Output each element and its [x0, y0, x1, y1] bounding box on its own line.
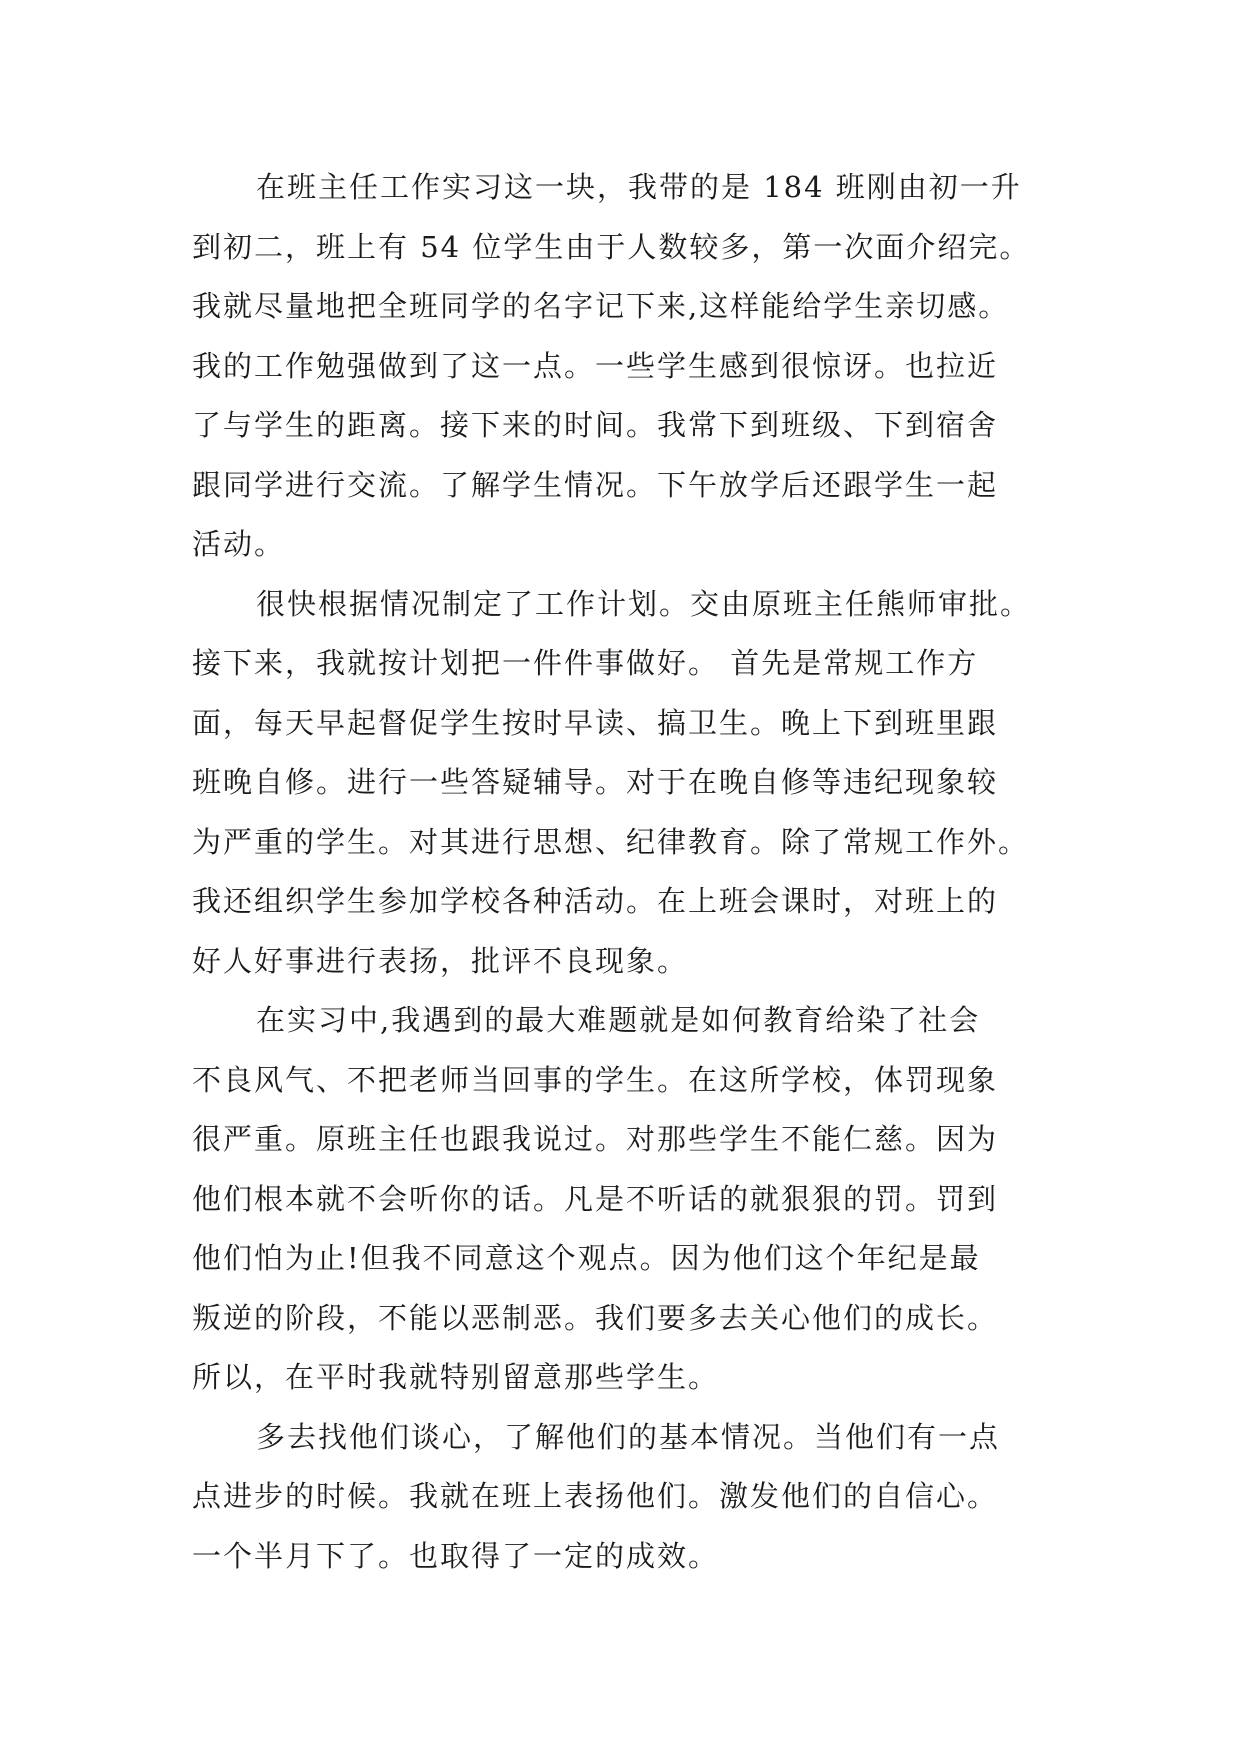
text-line: 不良风气、不把老师当回事的学生。在这所学校，体罚现象 — [192, 1062, 999, 1097]
text-line: 为严重的学生。对其进行思想、纪律教育。除了常规工作外。 — [192, 824, 1030, 859]
text-line: 面，每天早起督促学生按时早读、搞卫生。晚上下到班里跟 — [192, 705, 999, 740]
text-line: 多去找他们谈心，了解他们的基本情况。当他们有一点 — [256, 1419, 1001, 1454]
text-line: 很严重。原班主任也跟我说过。对那些学生不能仁慈。因为 — [192, 1122, 999, 1156]
paragraph-1 — [192, 158, 1072, 575]
text-line: 我的工作勉强做到了这一点。一些学生感到很惊讶。也拉近 — [192, 348, 999, 383]
text-line: 一个半月下了。也取得了一定的成效。 — [192, 1538, 720, 1573]
text-line: 了与学生的距离。接下来的时间。我常下到班级、下到宿舍 — [192, 408, 999, 442]
paragraph-3 — [192, 991, 1072, 1408]
text-line: 跟同学进行交流。了解学生情况。下午放学后还跟学生一起 — [192, 467, 999, 502]
text-line: 我还组织学生参加学校各种活动。在上班会课时，对班上的 — [192, 884, 999, 918]
text-line: 所以，在平时我就特别留意那些学生。 — [192, 1360, 720, 1394]
text-line: 到初二，班上有 54 位学生由于人数较多，第一次面介绍完。 — [192, 229, 1031, 264]
paragraph-4 — [192, 1408, 1072, 1587]
text-line: 好人好事进行表扬，批评不良现象。 — [192, 943, 689, 978]
text-line: 点进步的时候。我就在班上表扬他们。激发他们的自信心。 — [192, 1479, 999, 1513]
text-line: 接下来，我就按计划把一件件事做好。 首先是常规工作方 — [192, 646, 979, 680]
text-line: 他们怕为止!但我不同意这个观点。因为他们这个年纪是最 — [192, 1241, 981, 1275]
text-line: 很快根据情况制定了工作计划。交由原班主任熊师审批。 — [256, 586, 1032, 621]
text-line: 在实习中,我遇到的最大难题就是如何教育给染了社会 — [256, 1003, 981, 1037]
document-body — [192, 158, 1072, 1586]
text-line: 班晚自修。进行一些答疑辅导。对于在晚自修等违纪现象较 — [192, 765, 999, 799]
text-line: 我就尽量地把全班同学的名字记下来,这样能给学生亲切感。 — [192, 289, 1010, 323]
text-line: 活动。 — [192, 527, 286, 561]
text-line: 叛逆的阶段，不能以恶制恶。我们要多去关心他们的成长。 — [192, 1300, 999, 1335]
text-line: 他们根本就不会听你的话。凡是不听话的就狠狠的罚。罚到 — [192, 1181, 999, 1216]
paragraph-2 — [192, 575, 1072, 992]
text-line: 在班主任工作实习这一块，我带的是 184 班刚由初一升 — [256, 170, 1022, 204]
